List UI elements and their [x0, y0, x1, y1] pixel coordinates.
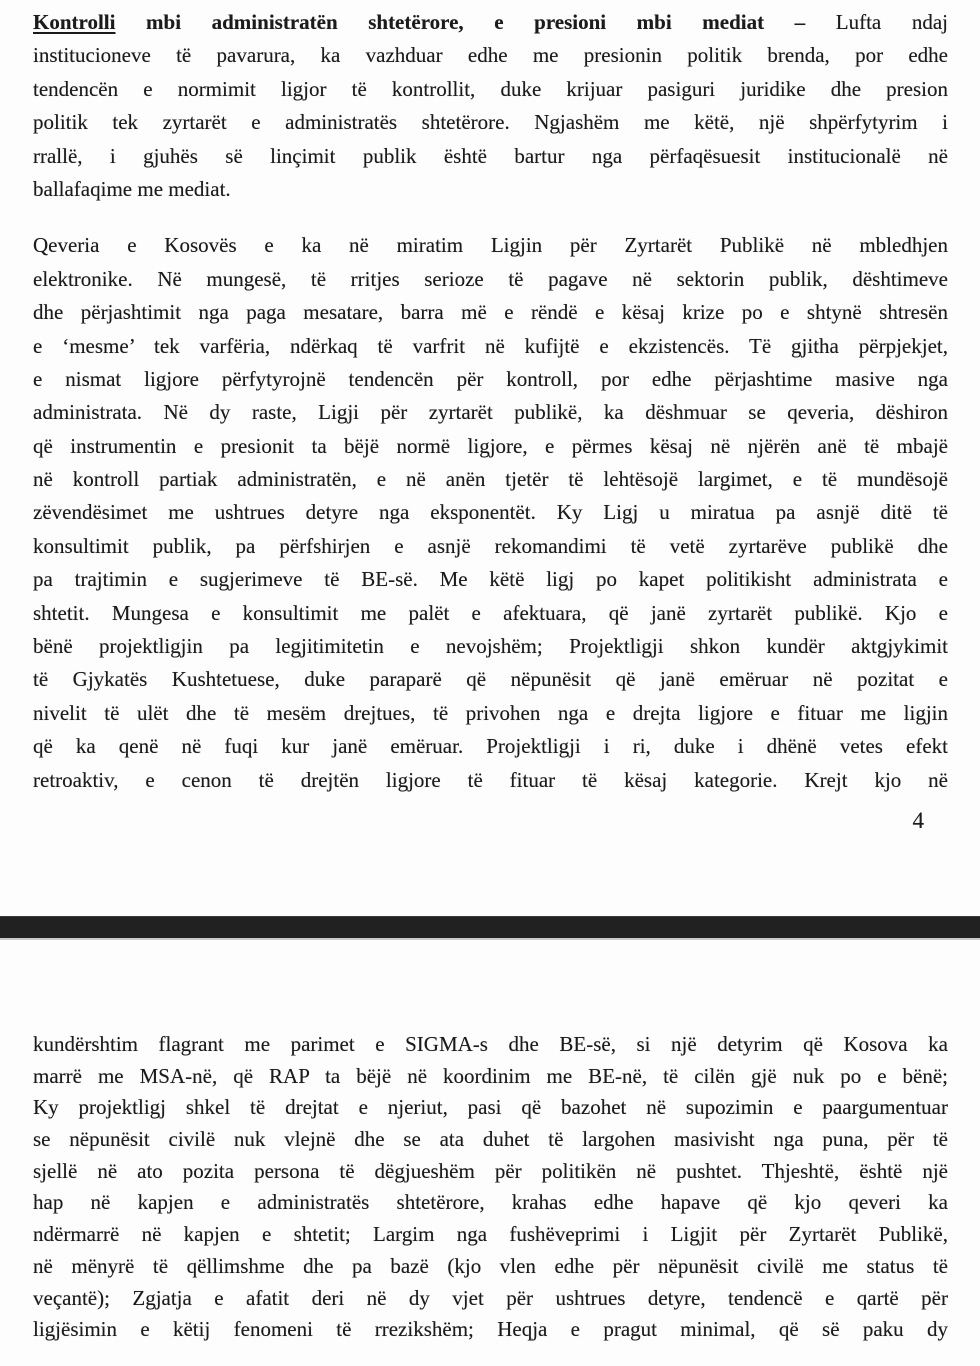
text-line: në mënyrë të qëllimshme dhe pa bazë (kjo vlen edhe për nëpunësit civilë me status të — [33, 1253, 948, 1278]
heading-regular-tail: Lufta ndaj — [835, 10, 948, 34]
text-line: kundërshtim flagrant me parimet e SIGMA-s dhe BE-së, si një detyrim që Kosova ka — [33, 1032, 948, 1056]
text-line: të Gjykatës Kushtetuese, duke paraparë që nëpunësit që janë emëruar në pozitat e — [33, 667, 948, 692]
text-line: ligjësimin e këtij fenomeni të rrezikshëm; Heqja e pragut minimal, që së paku dy — [33, 1317, 948, 1342]
text-line: nivelit të ulët dhe të mesëm drejtues, të privohen nga e drejta ligjore e fituar me ligjin — [33, 700, 948, 725]
paragraph-2 — [33, 229, 948, 797]
text-line: administrata. Në dy raste, Ligji për zyrtarët publikë, ka dëshmuar se qeveria, dëshiron — [33, 400, 948, 425]
paragraph-3 — [33, 1029, 948, 1346]
text-line: ndërmarrë në kapjen e shtetit; Largim nga fushëveprimi i Ligjit për Zyrtarët Publikë, — [33, 1222, 948, 1247]
text-line: në kontroll partiak administratën, e në anën tjetër të lehtësojë largimet, e të mundësojë — [33, 467, 948, 492]
text-line: sjellë në ato pozita persona të dëgjueshëm për politikën në pushtet. Thjeshtë, është një — [33, 1158, 948, 1183]
page-number: 4 — [912, 808, 924, 833]
heading-bold-text: mbi administratën shtetërore, e presioni mbi mediat – — [115, 10, 836, 34]
text-line: e nismat ligjore përfytyrojnë tendencën për kontroll, por edhe përjashtime masive nga — [33, 366, 948, 391]
text-line: marrë me MSA-në, që RAP ta bëjë në koordinim me BE-në, të cilën gjë nuk po e bënë; — [33, 1063, 948, 1088]
text-line: pa trajtimin e sugjerimeve të BE-së. Me këtë ligj po kapet politikisht administrata e — [33, 567, 948, 592]
text-line: elektronike. Në mungesë, të rritjes serioze të pagave në sektorin publik, dështimeve — [33, 266, 948, 291]
page-4-text-block — [33, 6, 948, 797]
text-line: politik tek zyrtarët e administratës shtetërore. Ngjashëm me këtë, një shpërfytyrim i — [33, 110, 948, 135]
text-line: e ‘mesme’ tek varfëria, ndërkaq të varfrit në kufijtë e ekzistencës. Të gjitha përpjekjet, — [33, 333, 948, 358]
text-line: Qeveria e Kosovës e ka në miratim Ligjin për Zyrtarët Publikë në mbledhjen — [33, 233, 948, 258]
text-line: Ky projektligj shkel të drejtat e njeriut, pasi që bazohet në supozimin e paargumentuar — [33, 1095, 948, 1120]
text-line: retroaktiv, e cenon të drejtën ligjore të fituar të kësaj kategorie. Krejt kjo në — [33, 767, 948, 792]
text-line: se nëpunësit civilë nuk vlejnë dhe se ata duhet të largohen masivisht nga puna, për të — [33, 1127, 948, 1152]
heading-line — [33, 6, 948, 39]
paragraph-1 — [33, 6, 948, 206]
text-line: që instrumentin e presionit ta bëjë normë ligjore, e përmes kësaj në njërën anë të mbajë — [33, 433, 948, 458]
paragraph-1-last-line: ballafaqime me mediat. — [33, 176, 231, 201]
page-5-text-block — [33, 1029, 948, 1346]
text-line: institucioneve të pavarura, ka vazhduar edhe me presionin politik brenda, por edhe — [33, 43, 948, 68]
text-line: zëvendësimet me ushtrues detyre nga eksponentët. Ky Ligj u miratua pa asnjë ditë të — [33, 500, 948, 525]
text-line: bënë projektligjin pa legjitimitetin e nevojshëm; Projektligji shkon kundër aktgjykimit — [33, 634, 948, 659]
text-line: tendencën e normimit ligjor të kontrollit, duke krijuar pasiguri juridike dhe presion — [33, 76, 948, 101]
heading-underlined-word: Kontrolli — [33, 10, 116, 34]
text-line: që ka qenë në fuqi kur janë emëruar. Projektligji i ri, duke i dhënë vetes efekt — [33, 734, 948, 759]
text-line: konsultimit publik, pa përfshirjen e asnjë rekomandimi të vetë zyrtarëve publikë dhe — [33, 533, 948, 558]
paragraph-1-body — [33, 39, 948, 173]
text-line: veçantë); Zgjatja e afatit deri në dy vjet për ushtrues detyre, tendencë e qartë për — [33, 1285, 948, 1310]
page-separator-bar — [0, 916, 980, 940]
text-line: rrallë, i gjuhës së linçimit publik është bartur nga përfaqësuesit institucionalë në — [33, 143, 948, 168]
text-line: shtetit. Mungesa e konsultimit me palët e afektuara, që janë zyrtarët publikë. Kjo e — [33, 600, 948, 625]
text-line: hap në kapjen e administratës shtetërore, krahas edhe hapave që kjo qeveri ka — [33, 1190, 948, 1215]
text-line: dhe përjashtimit nga paga mesatare, barra më e rëndë e kësaj krize po e shtynë shtresën — [33, 300, 948, 325]
